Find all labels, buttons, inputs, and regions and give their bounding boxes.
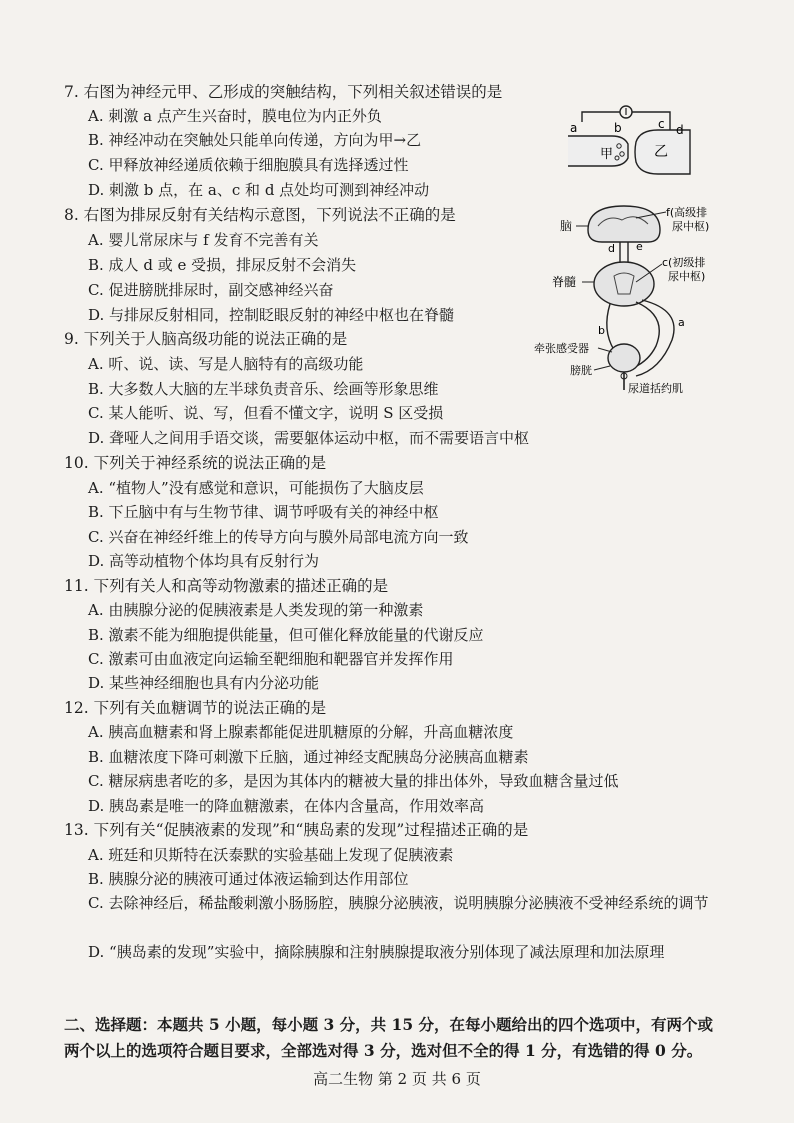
- question-13-stem: 13. 下列有关“促胰液素的发现”和“胰岛素的发现”过程描述正确的是: [64, 821, 529, 839]
- question-7-option-b: B. 神经冲动在突触处只能单向传递，方向为甲→乙: [88, 131, 422, 149]
- label-jia: 甲: [600, 147, 614, 162]
- label-f2: 尿中枢): [672, 220, 710, 233]
- label-c: c: [658, 117, 665, 131]
- section-2-instructions: 二、选择题：本题共 5 小题，每小题 3 分，共 15 分，在每小题给出的四个选项中，有两个或两个以上的选项符合题目要求，全部选对得 3 分，选对但不全的得 1 分，有选错的得 0 分。: [64, 1015, 714, 1060]
- question-12-option-c: C. 糖尿病患者吃的多，是因为其体内的糖被大量的排出体外，导致血糖含量过低: [88, 772, 619, 790]
- question-12-stem: 12. 下列有关血糖调节的说法正确的是: [64, 699, 327, 717]
- question-11-option-a: A. 由胰腺分泌的促胰液素是人类发现的第一种激素: [88, 601, 424, 619]
- question-7-stem: 7. 右图为神经元甲、乙形成的突触结构，下列相关叙述错误的是: [64, 83, 503, 101]
- question-10-option-c: C. 兴奋在神经纤维上的传导方向与膜外局部电流方向一致: [88, 528, 469, 546]
- label-b: b: [614, 121, 622, 135]
- question-10-stem: 10. 下列关于神经系统的说法正确的是: [64, 454, 327, 472]
- question-8-option-c: C. 促进膀胱排尿时，副交感神经兴奋: [88, 281, 334, 299]
- question-7-option-a: A. 刺激 a 点产生兴奋时，膜电位为内正外负: [88, 107, 382, 125]
- question-11-option-d: D. 某些神经细胞也具有内分泌功能: [88, 674, 320, 692]
- label-bladder: 膀胱: [570, 364, 592, 377]
- micturition-reflex-diagram: [532, 200, 722, 395]
- question-12-option-b: B. 血糖浓度下降可刺激下丘脑，通过神经支配胰岛分泌胰高血糖素: [88, 748, 529, 766]
- label-c2: 尿中枢): [668, 270, 706, 283]
- label-spinal: 脊髓: [552, 275, 577, 289]
- question-9-option-d: D. 聋哑人之间用手语交谈，需要躯体运动中枢，而不需要语言中枢: [88, 429, 530, 447]
- question-8-option-d: D. 与排尿反射相同，控制眨眼反射的神经中枢也在脊髓: [88, 306, 455, 324]
- question-10-option-d: D. 高等动植物个体均具有反射行为: [88, 552, 320, 570]
- synapse-diagram: [562, 100, 702, 192]
- question-13-option-b: B. 胰腺分泌的胰液可通过体液运输到达作用部位: [88, 870, 409, 888]
- question-7-option-c: C. 甲释放神经递质依赖于细胞膜具有选择透过性: [88, 156, 409, 174]
- label-d: d: [676, 123, 684, 137]
- question-12-option-d: D. 胰岛素是唯一的降血糖激素，在体内含量高，作用效率高: [88, 797, 485, 815]
- question-8-stem: 8. 右图为排尿反射有关结构示意图，下列说法不正确的是: [64, 206, 456, 224]
- question-9-stem: 9. 下列关于人脑高级功能的说法正确的是: [64, 330, 348, 348]
- question-9-option-c: C. 某人能听、说、写，但看不懂文字，说明 S 区受损: [88, 404, 444, 422]
- question-9-option-b: B. 大多数人大脑的左半球负责音乐、绘画等形象思维: [88, 380, 439, 398]
- page-footer: 高二生物 第 2 页 共 6 页: [313, 1070, 481, 1088]
- label-a: a: [570, 121, 578, 135]
- label-b: b: [598, 324, 605, 337]
- question-13-option-a: A. 班廷和贝斯特在沃泰默的实验基础上发现了促胰液素: [88, 846, 454, 864]
- question-11-option-b: B. 激素不能为细胞提供能量，但可催化释放能量的代谢反应: [88, 626, 484, 644]
- label-brain: 脑: [560, 219, 573, 233]
- label-d: d: [608, 242, 615, 255]
- bladder-shape: [608, 344, 640, 372]
- brain-shape: [588, 206, 660, 242]
- question-9-option-a: A. 听、说、读、写是人脑特有的高级功能: [88, 355, 364, 373]
- label-a: a: [678, 316, 685, 329]
- question-7-option-d: D. 刺激 b 点，在 a、c 和 d 点处均可测到神经冲动: [88, 181, 430, 199]
- question-13-option-d: D. “胰岛素的发现”实验中，摘除胰腺和注射胰腺提取液分别体现了减法原理和加法原理: [88, 943, 665, 961]
- question-8-option-a: A. 婴儿常尿床与 f 发育不完善有关: [88, 231, 319, 249]
- label-receptor: 牵张感受器: [534, 342, 589, 355]
- question-10-option-a: A. “植物人”没有感觉和意识，可能损伤了大脑皮层: [88, 479, 424, 497]
- label-f: f(高级排: [666, 206, 708, 219]
- question-13-option-c: C. 去除神经后，稀盐酸刺激小肠肠腔，胰腺分泌胰液，说明胰腺分泌胰液不受神经系统的调节: [88, 894, 709, 912]
- label-c: c(初级排: [662, 256, 706, 269]
- question-8-option-b: B. 成人 d 或 e 受损，排尿反射不会消失: [88, 256, 357, 274]
- label-sphincter: 尿道括约肌: [628, 382, 683, 395]
- question-10-option-b: B. 下丘脑中有与生物节律、调节呼吸有关的神经中枢: [88, 503, 439, 521]
- question-11-option-c: C. 激素可由血液定向运输至靶细胞和靶器官并发挥作用: [88, 650, 454, 668]
- question-11-stem: 11. 下列有关人和高等动物激素的描述正确的是: [64, 577, 389, 595]
- question-12-option-a: A. 胰高血糖素和肾上腺素都能促进肌糖原的分解，升高血糖浓度: [88, 723, 514, 741]
- spinal-cord-shape: [594, 262, 654, 306]
- label-yi: 乙: [654, 144, 668, 160]
- label-e: e: [636, 240, 643, 253]
